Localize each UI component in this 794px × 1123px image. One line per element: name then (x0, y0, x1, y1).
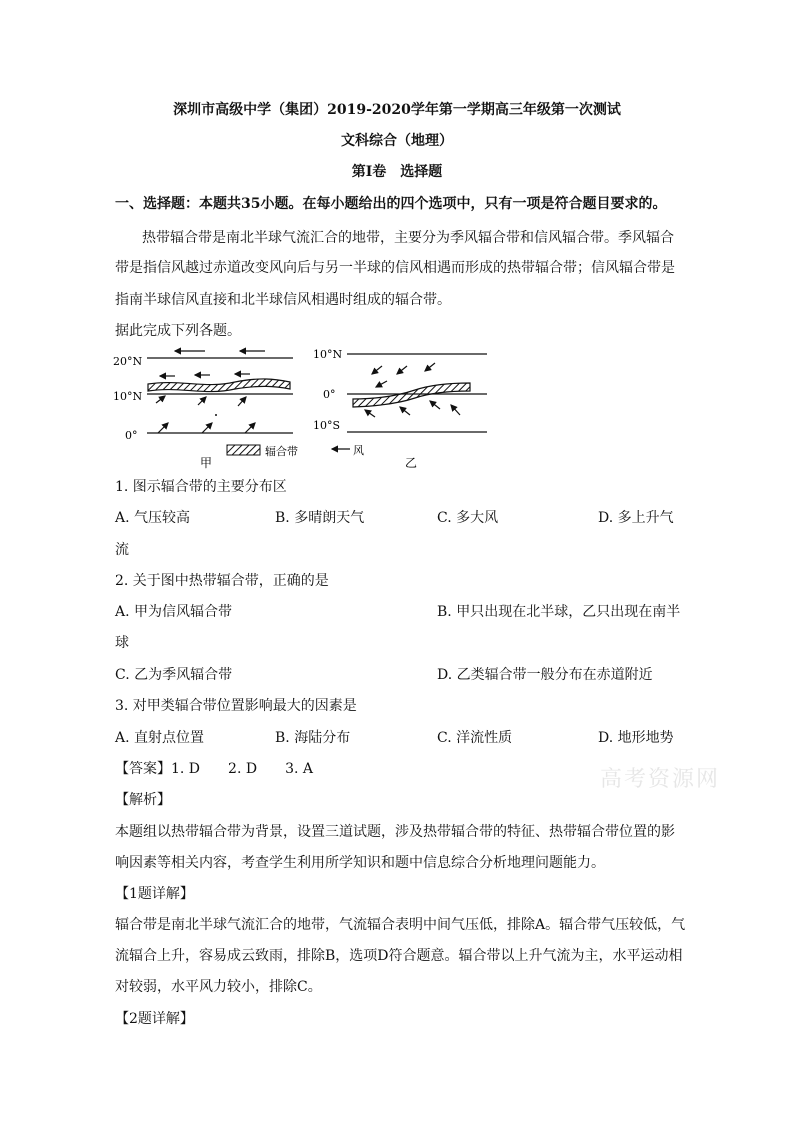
lat-label-20n: 20°N (113, 355, 143, 368)
figure-legend (227, 444, 364, 458)
question-2-stem: 2. 关于图中热带辐合带，正确的是 (115, 573, 329, 589)
q3-option-b[interactable]: B. 海陆分布 (275, 730, 351, 746)
q2-detail-heading: 【2题详解】 (115, 1011, 194, 1027)
legend-band-label: 辐合带 (265, 445, 298, 458)
wind-arrow (238, 397, 246, 406)
q2-option-a[interactable]: A. 甲为信风辐合带 (115, 604, 233, 620)
analysis-line-1: 本题组以热带辐合带为背景，设置三道试题，涉及热带辐合带的特征、热带辐合带位置的影 (115, 824, 675, 840)
wind-arrow (430, 401, 440, 409)
q2-option-b-wrap: 球 (115, 635, 129, 651)
convergence-zone-figure (110, 343, 500, 473)
panel-yi (313, 348, 487, 432)
wind-arrow (451, 405, 460, 415)
watermark: 高考资源网 (600, 767, 721, 792)
passage-line-2: 带是指信风越过赤道改变风向后与另一半球的信风相遇而形成的热带辐合带；信风辐合带是 (115, 260, 675, 276)
panel-jia (113, 351, 293, 442)
section-instruction: 一、选择题：本题共35小题。在每小题给出的四个选项中，只有一项是符合题目要求的。 (115, 196, 667, 212)
wind-arrow (372, 366, 382, 374)
wind-arrow (245, 423, 255, 433)
lat-label-0-right: 0° (323, 388, 336, 401)
caption-jia: 甲 (200, 456, 213, 470)
question-3-stem: 3. 对甲类辐合带位置影响最大的因素是 (115, 698, 357, 714)
wind-arrow (158, 423, 168, 433)
exam-subtitle: 文科综合（地理） (341, 133, 453, 149)
lat-label-10s-right: 10°S (313, 419, 341, 432)
q2-option-c[interactable]: C. 乙为季风辐合带 (115, 667, 233, 683)
q3-option-d[interactable]: D. 地形地势 (598, 730, 674, 746)
convergence-band (353, 383, 470, 407)
wind-arrow (376, 381, 387, 387)
legend-wind-label: 风 (353, 444, 364, 457)
wind-arrow (425, 363, 435, 371)
exam-title: 深圳市高级中学（集团）2019-2020学年第一学期高三年级第一次测试 (173, 102, 621, 118)
convergence-band (148, 379, 290, 392)
wind-arrow (400, 407, 410, 415)
wind-arrow (156, 396, 165, 403)
prompt-text: 据此完成下列各题。 (115, 323, 241, 339)
q1-option-c[interactable]: C. 多大风 (437, 510, 499, 526)
lat-label-10n-right: 10°N (313, 348, 343, 361)
q3-option-a[interactable]: A. 直射点位置 (115, 730, 205, 746)
q1-detail-line-1: 辐合带是南北半球气流汇合的地带，气流辐合表明中间气压低，排除A。辐合带气压较低，气 (115, 917, 686, 933)
passage-line-3: 指南半球信风直接和北半球信风相遇时组成的辐合带。 (115, 292, 451, 308)
wind-arrow (198, 397, 206, 405)
wind-arrow (365, 410, 375, 417)
caption-yi: 乙 (405, 456, 418, 470)
q1-option-d-wrap: 流 (115, 542, 129, 558)
wind-arrow (202, 423, 212, 433)
question-1-stem: 1. 图示辐合带的主要分布区 (115, 479, 287, 495)
q3-option-c[interactable]: C. 洋流性质 (437, 730, 513, 746)
q1-detail-line-2: 流辐合上升，容易成云致雨，排除B，选项D符合题意。辐合带以上升气流为主，水平运动相 (115, 948, 683, 964)
q2-option-b[interactable]: B. 甲只出现在北半球，乙只出现在南半 (437, 604, 681, 620)
q1-option-a[interactable]: A. 气压较高 (115, 510, 191, 526)
passage-line-1: 热带辐合带是南北半球气流汇合的地带，主要分为季风辐合带和信风辐合带。季风辐合 (142, 230, 674, 246)
analysis-heading: 【解析】 (115, 792, 171, 808)
lat-label-10n: 10°N (113, 390, 143, 403)
legend-band-swatch (227, 445, 260, 455)
q1-option-d[interactable]: D. 多上升气 (598, 510, 674, 526)
q1-detail-line-3: 对较弱，水平风力较小，排除C。 (115, 979, 322, 995)
answer-key: 【答案】1. D 2. D 3. A (115, 761, 313, 777)
wind-arrow (397, 366, 407, 374)
q2-option-d[interactable]: D. 乙类辐合带一般分布在赤道附近 (437, 667, 653, 683)
analysis-line-2: 响因素等相关内容，考查学生利用所学知识和题中信息综合分析地理问题能力。 (115, 855, 605, 871)
section-heading: 第Ⅰ卷 选择题 (351, 164, 443, 180)
q1-option-b[interactable]: B. 多晴朗天气 (275, 510, 365, 526)
q1-detail-heading: 【1题详解】 (115, 886, 194, 902)
lat-label-0: 0° (125, 429, 138, 442)
